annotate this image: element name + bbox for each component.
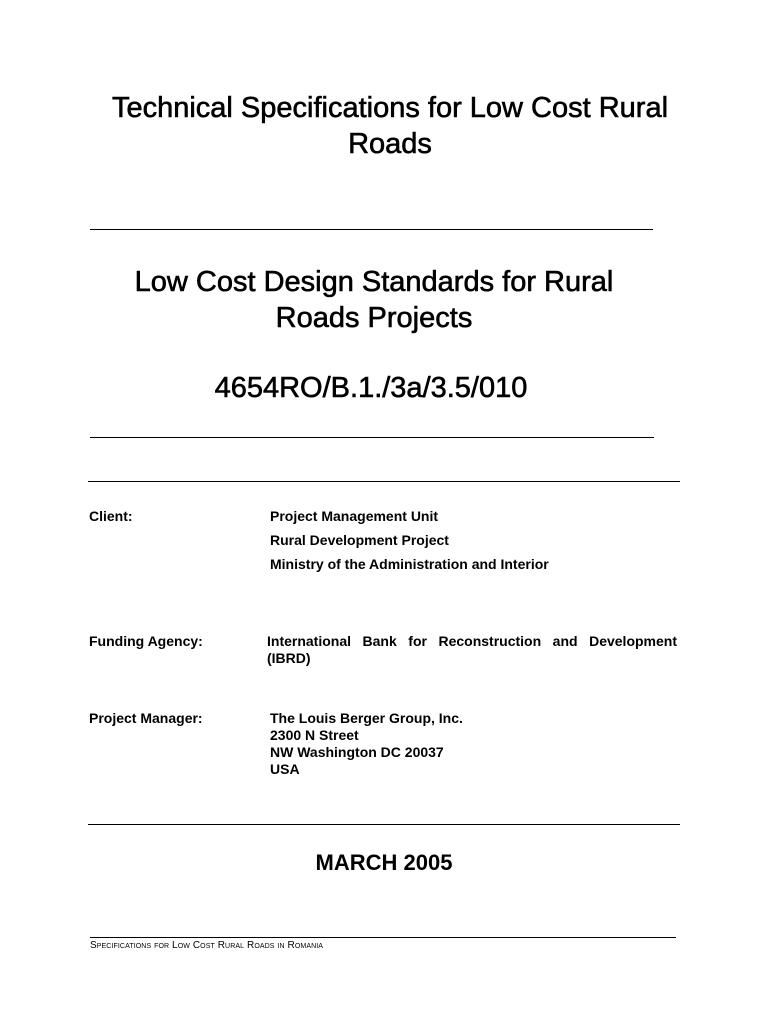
project-manager-line: 2300 N Street <box>270 727 359 743</box>
divider-details-top <box>88 481 680 482</box>
client-label: Client: <box>89 508 133 524</box>
project-manager-value <box>270 710 463 778</box>
document-subtitle: Low Cost Design Standards for Rural Roads Projects <box>134 266 614 334</box>
divider-top <box>90 229 653 230</box>
funding-agency-label: Funding Agency: <box>89 633 203 649</box>
document-title: Technical Specifications for Low Cost Rural Roads <box>111 92 669 160</box>
project-manager-label: Project Manager: <box>89 710 203 726</box>
project-manager-line: USA <box>270 761 300 777</box>
client-value <box>270 508 549 573</box>
project-manager-line: NW Washington DC 20037 <box>270 744 444 760</box>
client-line: Rural Development Project <box>270 532 449 548</box>
project-manager-line: The Louis Berger Group, Inc. <box>270 710 463 726</box>
footer-text: Specifications for Low Cost Rural Roads in Romania <box>90 940 324 951</box>
client-line: Ministry of the Administration and Interior <box>270 556 549 572</box>
client-line: Project Management Unit <box>270 508 439 524</box>
funding-agency-value: International Bank for Reconstruction and Development (IBRD) <box>267 633 677 666</box>
divider-details-bottom <box>88 824 680 825</box>
publication-date: MARCH 2005 <box>315 850 453 875</box>
footer-rule <box>90 937 676 938</box>
divider-middle <box>90 437 654 438</box>
project-code: 4654RO/B.1./3a/3.5/010 <box>214 372 528 404</box>
